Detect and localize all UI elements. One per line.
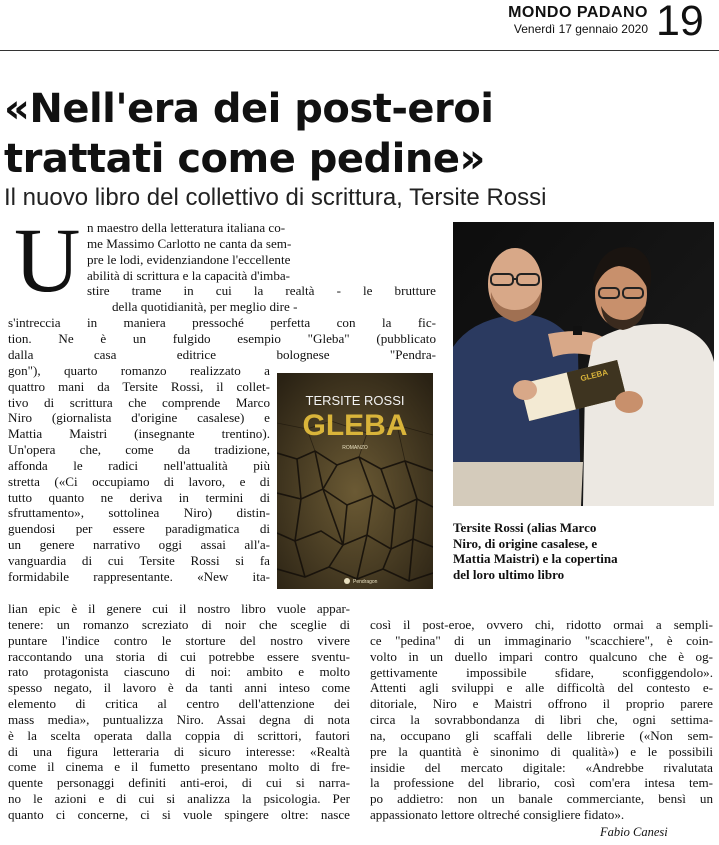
body-line: pre la quantità è sinonimo di qualità») e le possibili [370,743,713,759]
body-line: volto in un duello impari contro qualcuno che è og- [370,648,713,664]
body-line: raccontando una storia di cui potrebbe essere sventu- [8,648,350,664]
body-line: spesso negato, il lavoro è da tanti anni inteso come [8,680,350,696]
body-line: è la scelta operata dalla coppia di scrittori, fautori [8,727,350,743]
body-line: Attenti agli sviluppi e alle difficoltà del contesto e- [370,680,713,696]
body-line: tenere: un romanzo screziato di noir che sceglie di [8,616,350,632]
body-line: un genere narrativo oggi assai all'a- [8,537,270,553]
body-line: guendosi per essere paradigmatica di [8,521,270,537]
body-line: me Massimo Carlotto ne canta da sem- [87,235,292,251]
body-line: Un'opera che, come da tradizione, [8,442,270,458]
intro-text-full [8,315,436,347]
subheadline: Il nuovo libro del collettivo di scrittura, Tersite Rossi [4,184,547,211]
photo-book-title: GLEBA [579,367,609,384]
body-line: ce "pedina" di un immaginario "scacchiere", è coin- [370,632,713,648]
body-line: la professione del librario, così com'era intesa tem- [370,775,713,791]
body-line: pre le lodi, evidenziandone l'eccellente [87,251,291,267]
caption-line: Tersite Rossi (alias Marco [453,520,597,535]
photo-caption [453,520,653,582]
body-line: affonda le radici nell'attualità più [8,457,270,473]
caption-line: Niro, di origine casalese, e [453,535,598,551]
caption-line: Mattia Maistri) e la copertina [453,551,618,566]
body-line: come il cinema e il fumetto presentano molto di fre- [8,759,350,775]
drop-cap: U [14,209,81,311]
cover-publisher: Pendragon [353,579,378,585]
body-line: circa la sovrabbondanza di libri che, ogni settima- [370,712,713,728]
body-line: tion. Ne è un fulgido esempio "Gleba" (pubblicato [8,330,436,346]
body-line: ditoriale, Niro e Maistri offrono il proprio parere [370,696,713,712]
byline: Fabio Canesi [600,825,668,839]
cover-genre: ROMANZO [342,445,368,451]
book-cover-image [277,373,433,589]
body-line: stretta («Ci occupiamo di lavoro, e di [8,473,270,489]
body-line: dalla casa editrice bolognese "Pendra- [8,347,436,362]
body-line: insidie del mercato digitale: «Andrebbe rivalutata [370,759,713,775]
headline-line-1: «Nell'era dei post-eroi [4,86,494,132]
body-line: rato protagonista ciascuno di noi: ambito e molto [8,664,350,680]
body-line: no le azioni e di cui si analizza la psicologia. Per [8,791,350,807]
body-line: tivo di scrittura che comprende Marco [8,394,270,410]
masthead [470,4,648,37]
body-line: na, occupano gli scaffali delle librerie («Non sem- [370,727,713,743]
headline-line-2: trattati come pedine» [4,136,485,182]
column-left [8,601,350,823]
caption-line: del loro ultimo libro [453,566,565,582]
body-line: formidabile rappresentante. «New ita- [8,568,270,584]
body-line: appassionato lettore oltreché consigliere fidato». [370,807,625,823]
body-line: Niro (giornalista d'origine casalese) e [8,410,270,426]
body-line: sfruttamento», sottolinea Niro) distin- [8,505,270,521]
body-line: s'intreccia in maniera pressoché perfetta con la fic- [8,315,436,330]
body-line: po addietro: non un banale commerciante, bensì un [370,791,713,807]
body-line: lian epic è il genere cui il nostro libro vuole appar- [8,601,350,616]
body-line: abilità di scrittura e la capacità d'imba- [87,267,291,283]
body-line: elemento di critica al centro dell'attenzione dei [8,696,350,712]
issue-date: Venerdì 17 gennaio 2020 [513,22,648,36]
body-line: n maestro della letteratura italiana co- [87,220,286,235]
body-line: quente personaggi definiti anti-eroi, di cui si narra- [8,775,350,791]
cover-author: TERSITE ROSSI [305,393,405,408]
body-line: di una figura letteraria di sicuro interesse: «Realtà [8,743,350,759]
intro-text-indented [112,299,436,315]
header-rule [0,50,719,51]
body-line: della quotidianità, per meglio dire - [112,299,298,314]
body-line: puntare l'indice contro le storture del nostro vivere [8,632,350,648]
headline [4,84,716,184]
cracked-earth-illustration [277,373,433,589]
body-line: stire trame in cui la realtà - le brutture [87,283,436,299]
body-line: quanto ci concerne, ci si vuole spingere oltre: nasce [8,806,350,822]
publisher-logo-icon [344,578,350,584]
body-line: quattro mani da Tersite Rossi, il collet- [8,378,270,394]
authors-photo-illustration [453,222,714,506]
body-line: Mattia Maistri (insegnante trentino). [8,426,270,442]
cover-title: GLEBA [302,409,408,442]
page-number: 19 [656,0,704,45]
body-line: tutto quanto ne deriva in termini di [8,489,270,505]
publication-name: MONDO PADANO [508,4,648,21]
intro-text [87,220,436,299]
body-line: così il post-eroe, ovvero chi, ridotto ormai a sempli- [370,617,713,632]
body-line: gon"), quarto romanzo realizzato a [8,362,270,378]
body-line: mass media», puntualizza Niro. Assai degna di nota [8,711,350,727]
column-right [370,617,713,823]
authors-photo [453,222,714,506]
body-line: vanguardia di cui Tersite Rossi si fa [8,552,270,568]
body-line: gettivamente impossibile sfidare, sconfiggendolo». [370,664,713,680]
